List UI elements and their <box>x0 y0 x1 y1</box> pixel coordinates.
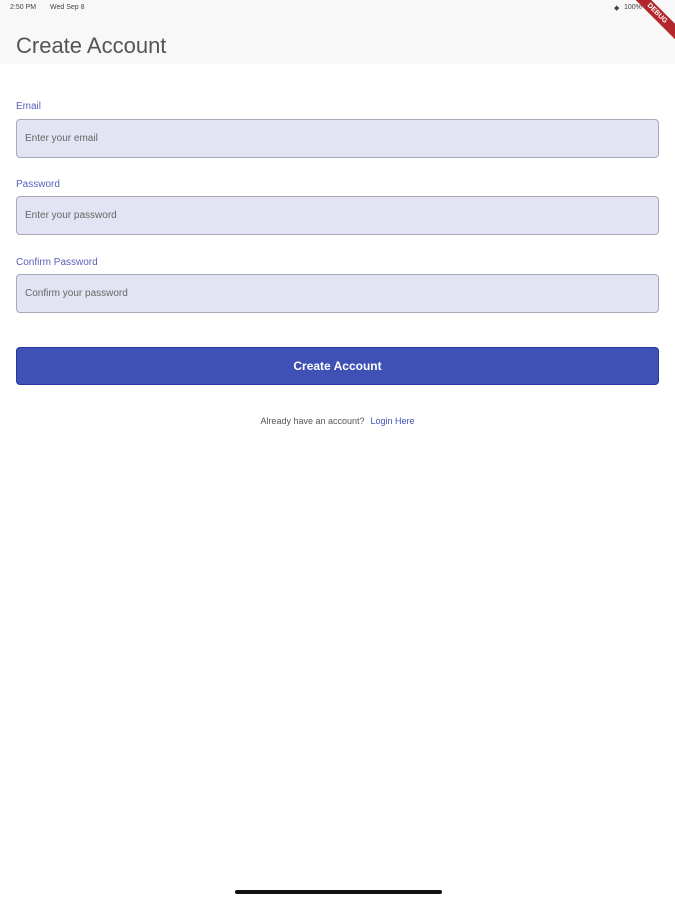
wifi-icon: ◆ <box>614 5 620 12</box>
login-prompt-text: Already have an account? <box>260 416 365 426</box>
email-label: Email <box>16 101 42 112</box>
login-link[interactable]: Login Here <box>370 416 415 426</box>
create-account-button[interactable]: Create Account <box>16 347 659 385</box>
battery-level: 100% <box>624 4 642 11</box>
home-indicator[interactable] <box>235 890 442 894</box>
confirm-password-label: Confirm Password <box>16 257 98 268</box>
confirm-password-field[interactable]: Confirm your password <box>16 274 659 313</box>
login-prompt <box>0 416 675 426</box>
status-time: 2:50 PM <box>10 4 37 11</box>
status-date: Wed Sep 8 <box>50 4 85 11</box>
app-bar <box>0 0 675 64</box>
page-title: Create Account <box>16 33 167 58</box>
password-label: Password <box>16 179 60 190</box>
email-field[interactable]: Enter your email <box>16 119 659 158</box>
debug-banner: DEBUG <box>625 0 675 46</box>
password-field[interactable]: Enter your password <box>16 196 659 235</box>
